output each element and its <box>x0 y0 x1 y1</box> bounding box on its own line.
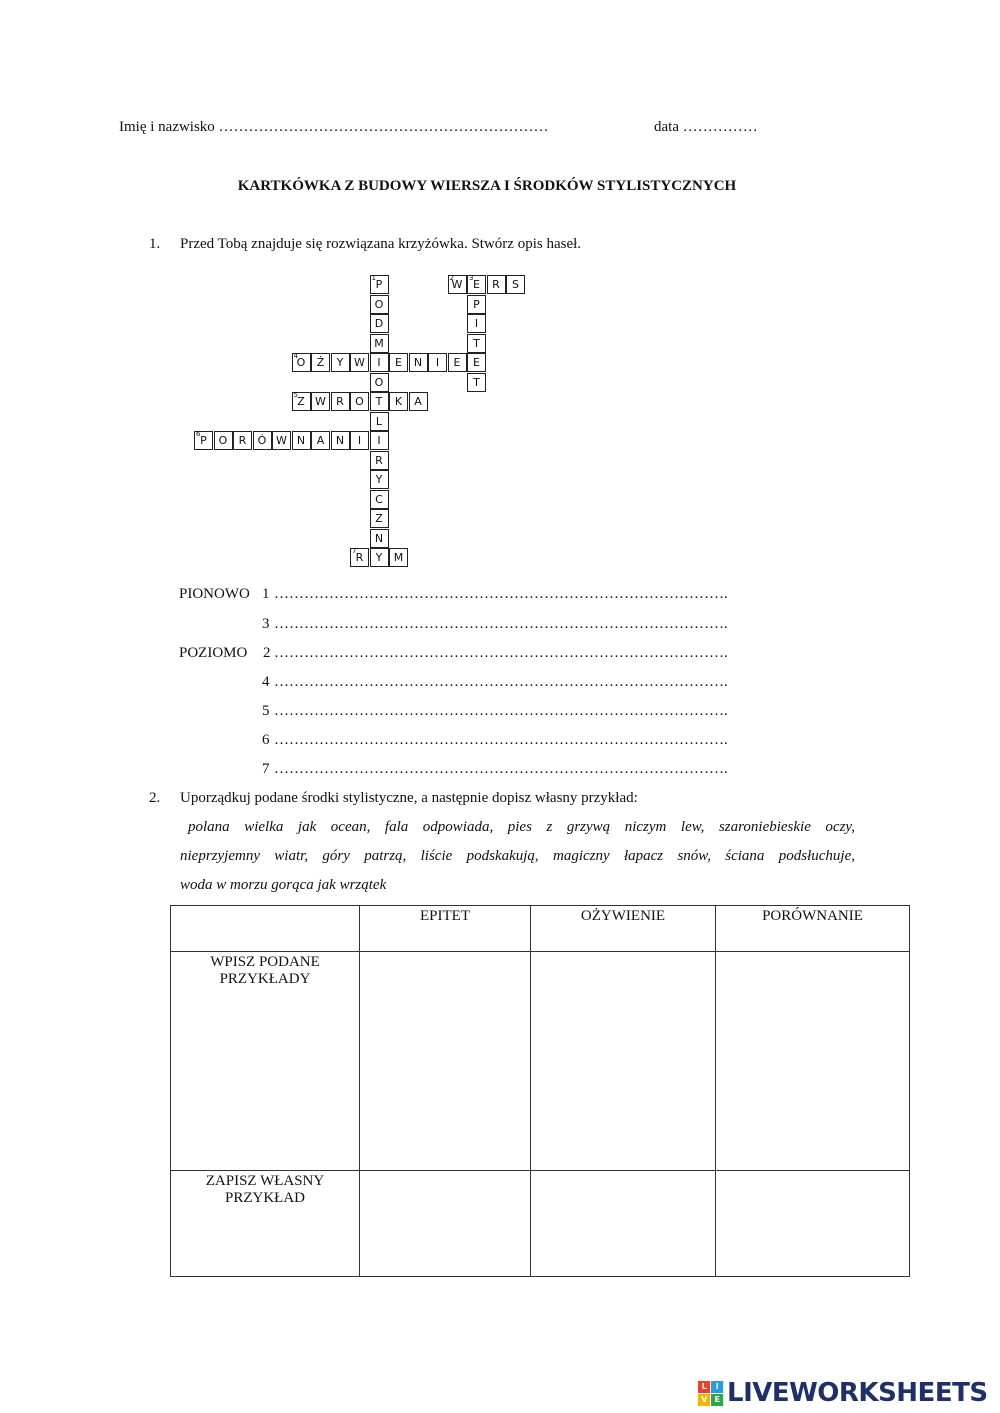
crossword-letter: D <box>374 317 384 330</box>
crossword-letter: Ó <box>257 434 267 447</box>
crossword-letter: E <box>473 278 480 291</box>
crossword-cell <box>292 392 311 411</box>
clue-answer-line[interactable]: ………………………………………………………………………………. <box>274 586 728 602</box>
crossword-cell <box>272 431 291 450</box>
crossword-cell <box>370 373 389 392</box>
own-example-cell-ozywienie[interactable] <box>531 1171 716 1277</box>
row-label-given-examples: WPISZ PODANE PRZYKŁADY <box>171 952 360 1171</box>
clue-answer-line[interactable]: ………………………………………………………………………………. <box>274 616 728 632</box>
task-1-instruction: Przed Tobą znajduje się rozwiązana krzyżówka. Stwórz opis haseł. <box>180 236 582 252</box>
crossword-cell <box>350 392 369 411</box>
crossword-cell <box>370 509 389 528</box>
name-field-line: Imię i nazwisko ………………………………………………………… <box>119 119 549 135</box>
crossword-cell <box>428 353 447 372</box>
crossword-cell <box>370 295 389 314</box>
table-header-ozywienie: OŻYWIENIE <box>531 906 716 952</box>
clue-answer-line[interactable]: ………………………………………………………………………………. <box>274 645 728 661</box>
row-label-own-example: ZAPISZ WŁASNY PRZYKŁAD <box>171 1171 360 1277</box>
crossword-letter: I <box>377 434 381 447</box>
crossword-letter: I <box>377 356 381 369</box>
table-header-cell <box>171 906 360 952</box>
crossword-letter: A <box>316 434 325 447</box>
crossword-letter: O <box>374 297 384 311</box>
crossword-clue-number: 5 <box>293 391 298 399</box>
crossword-cell <box>311 431 330 450</box>
crossword-letter: L <box>375 414 383 428</box>
crossword-cell <box>448 275 467 294</box>
crossword-letter: O <box>355 395 364 408</box>
liveworksheets-logo <box>698 1378 988 1408</box>
crossword-cell <box>370 490 389 509</box>
logo-tile: L <box>698 1381 710 1393</box>
crossword-cell <box>370 334 389 353</box>
crossword-letter: Y <box>375 473 383 486</box>
crossword-cell <box>350 353 369 372</box>
crossword-clue-number: 3 <box>469 274 474 282</box>
crossword-letter: Ż <box>316 356 325 369</box>
crossword-letter: Z <box>297 395 305 408</box>
date-field-line: data …………… <box>654 119 758 135</box>
crossword-letter: I <box>474 317 479 330</box>
crossword-cell <box>409 392 428 411</box>
crossword-cell <box>350 548 369 567</box>
crossword-cell <box>292 431 311 450</box>
crossword-letter: R <box>375 453 383 467</box>
crossword-cell <box>389 392 408 411</box>
crossword-letter: E <box>453 356 461 369</box>
crossword-letter: N <box>413 356 423 369</box>
crossword-cell <box>331 392 350 411</box>
clue-number: 7 <box>262 761 270 777</box>
table-header-epitet: EPITET <box>360 906 531 952</box>
crossword-letter: W <box>276 434 287 447</box>
examples-line: polana wielka jak ocean, fala odpowiada, pies z grzywą niczym lew, szaroniebieskie oczy, <box>188 819 855 835</box>
crossword-letter: O <box>296 356 306 369</box>
crossword-letter: W <box>354 356 365 369</box>
crossword-cell <box>350 431 369 450</box>
crossword-cell <box>467 314 486 333</box>
crossword-letter: Y <box>375 551 383 564</box>
crossword-cell <box>311 392 330 411</box>
clue-answer-line[interactable]: ………………………………………………………………………………. <box>274 703 728 719</box>
crossword-cell <box>370 353 389 372</box>
logo-tile: I <box>711 1381 723 1393</box>
clue-number: 1 <box>262 586 270 602</box>
crossword-letter: T <box>375 395 383 408</box>
crossword-cell <box>370 529 389 548</box>
crossword-letter: R <box>355 551 364 564</box>
crossword-letter: R <box>492 278 500 291</box>
crossword-cell <box>370 431 389 450</box>
crossword-letter: M <box>393 551 404 564</box>
crossword-cell <box>370 314 389 333</box>
clue-direction-label: POZIOMO <box>179 645 248 661</box>
crossword-clue-number: 2 <box>449 274 454 282</box>
crossword-letter: I <box>357 434 362 447</box>
crossword-letter: A <box>414 395 422 408</box>
crossword-cell <box>487 275 506 294</box>
crossword-cell <box>233 431 252 450</box>
table-header-porownanie: PORÓWNANIE <box>716 906 910 952</box>
crossword-cell <box>311 353 330 372</box>
crossword-letter: O <box>374 375 384 389</box>
table-row <box>171 952 910 1171</box>
answer-cell-epitet[interactable] <box>360 952 531 1171</box>
crossword-cell <box>448 353 467 372</box>
crossword-clue-number: 6 <box>196 430 201 438</box>
clue-number: 2 <box>263 645 271 661</box>
crossword-letter: E <box>395 356 402 369</box>
crossword-cell <box>467 373 486 392</box>
crossword-cell <box>467 334 486 353</box>
crossword-letter: N <box>296 434 306 447</box>
crossword-cell <box>370 412 389 431</box>
logo-tile: E <box>711 1394 723 1406</box>
crossword-cell <box>389 548 408 567</box>
crossword-letter: S <box>512 278 519 291</box>
crossword-cell <box>506 275 525 294</box>
answer-table <box>170 905 910 1277</box>
crossword-cell <box>409 353 428 372</box>
crossword-letter: E <box>473 356 480 369</box>
logo-icon <box>698 1381 723 1406</box>
crossword-letter: K <box>394 395 403 408</box>
crossword-letter: N <box>335 434 345 447</box>
clue-answer-line[interactable]: ………………………………………………………………………………. <box>274 732 728 748</box>
table-row <box>171 1171 910 1277</box>
clue-number: 4 <box>262 674 270 690</box>
examples-list <box>180 813 855 900</box>
crossword-clue-number: 7 <box>352 547 357 555</box>
crossword-cell <box>253 431 272 450</box>
crossword-cell <box>467 353 486 372</box>
crossword-cell <box>331 353 350 372</box>
crossword-letter: P <box>200 434 207 447</box>
own-example-cell-porownanie[interactable] <box>716 1171 910 1277</box>
clue-answer-line[interactable]: ………………………………………………………………………………. <box>274 761 728 777</box>
own-example-cell-epitet[interactable] <box>360 1171 531 1277</box>
crossword-grid <box>0 0 1000 600</box>
crossword-letter: N <box>374 531 384 545</box>
page-title: KARTKÓWKA Z BUDOWY WIERSZA I ŚRODKÓW STYLISTYCZNYCH <box>237 178 737 194</box>
crossword-cell <box>370 275 389 294</box>
crossword-letter: Y <box>336 356 344 369</box>
clue-number: 5 <box>262 703 270 719</box>
crossword-letter: W <box>451 278 463 291</box>
crossword-cell <box>467 295 486 314</box>
crossword-letter: T <box>473 375 480 389</box>
crossword-cell <box>370 392 389 411</box>
crossword-cell <box>292 353 311 372</box>
clue-number: 3 <box>262 616 270 632</box>
brand-name: LIVEWORKSHEETS <box>727 1378 988 1408</box>
logo-tile: V <box>698 1394 710 1406</box>
crossword-clue-number: 1 <box>371 274 376 282</box>
crossword-cell <box>370 470 389 489</box>
answer-cell-ozywienie[interactable] <box>531 952 716 1171</box>
crossword-cell <box>214 431 233 450</box>
crossword-letter: R <box>336 395 344 408</box>
clue-answer-line[interactable]: ………………………………………………………………………………. <box>274 674 728 690</box>
crossword-cell <box>467 275 486 294</box>
crossword-cell <box>331 431 350 450</box>
crossword-letter: R <box>238 434 247 447</box>
crossword-cell <box>370 548 389 567</box>
crossword-letter: C <box>375 492 383 506</box>
examples-line: nieprzyjemny wiatr, góry patrzą, liście podskakują, magiczny łapacz snów, ściana podsłuchuje, <box>180 848 855 864</box>
crossword-letter: O <box>218 434 228 447</box>
crossword-cell <box>370 451 389 470</box>
crossword-letter: M <box>374 336 384 350</box>
clue-number: 6 <box>262 732 270 748</box>
crossword-letter: T <box>473 336 480 350</box>
task-2-instruction: Uporządkuj podane środki stylistyczne, a następnie dopisz własny przykład: <box>180 790 638 806</box>
crossword-letter: P <box>375 278 383 291</box>
table-header-row <box>171 906 910 952</box>
crossword-cell <box>194 431 213 450</box>
crossword-letter: Z <box>375 512 383 525</box>
task-2-number: 2. <box>149 790 161 806</box>
crossword-cell <box>389 353 408 372</box>
answer-cell-porownanie[interactable] <box>716 952 910 1171</box>
clue-direction-label: PIONOWO <box>179 586 250 602</box>
crossword-letter: W <box>315 395 326 408</box>
crossword-letter: I <box>435 356 440 369</box>
crossword-letter: P <box>473 297 480 311</box>
examples-line: woda w morzu gorąca jak wrzątek <box>180 877 387 893</box>
crossword-clue-number: 4 <box>293 352 298 360</box>
task-1-number: 1. <box>149 236 161 252</box>
